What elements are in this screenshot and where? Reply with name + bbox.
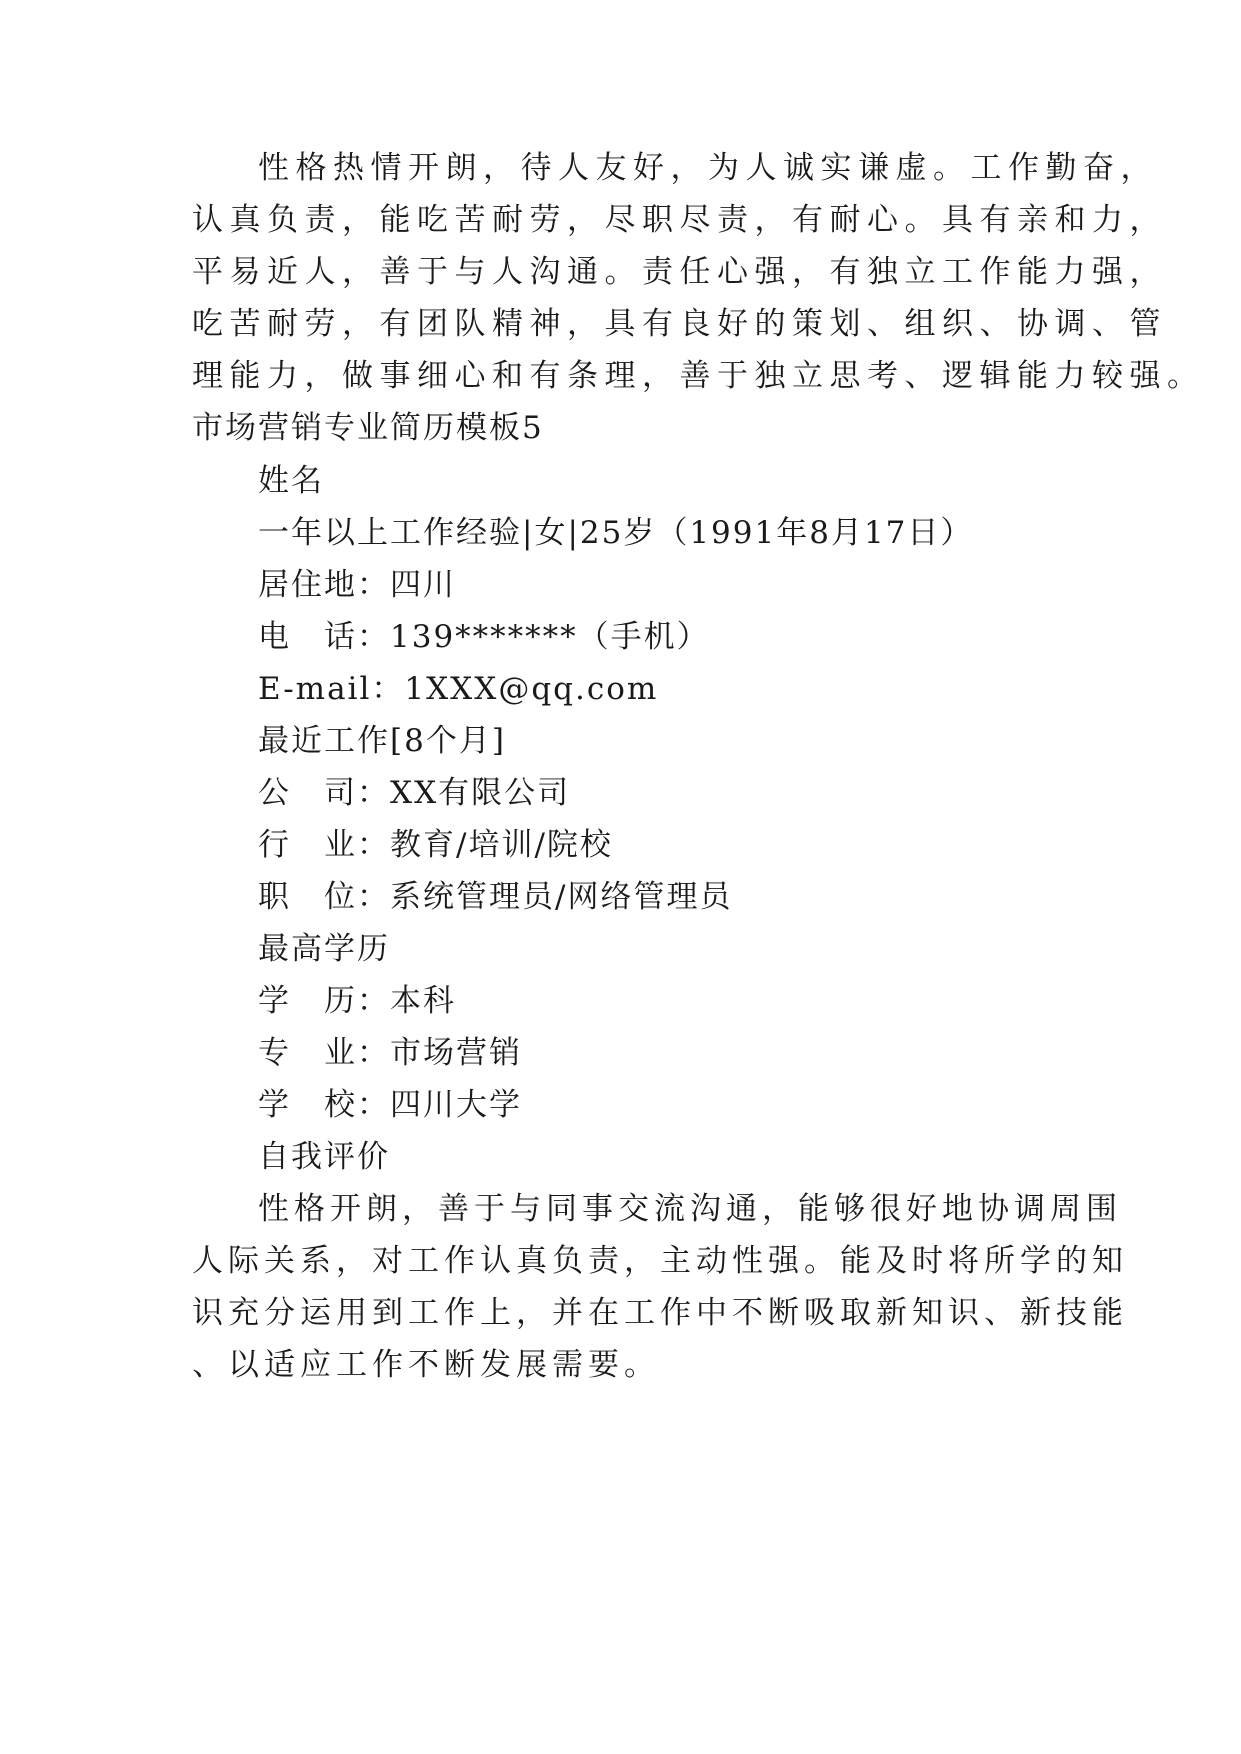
school: 学 校：四川大学 xyxy=(258,1087,522,1123)
self-evaluation-line-1: 性格开朗，善于与同事交流沟通，能够很好地协调周围 xyxy=(258,1191,1122,1227)
recent-job-heading: 最近工作[8个月] xyxy=(258,723,506,759)
position: 职 位：系统管理员/网络管理员 xyxy=(258,879,733,915)
intro-line-5: 理能力，做事细心和有条理，善于独立思考、逻辑能力较强。 xyxy=(192,358,1205,394)
intro-line-4: 吃苦耐劳，有团队精神，具有良好的策划、组织、协调、管 xyxy=(192,306,1167,342)
phone: 电 话：139*******（手机） xyxy=(258,619,710,655)
intro-line-1: 性格热情开朗，待人友好，为人诚实谦虚。工作勤奋， xyxy=(258,150,1158,186)
education-heading: 最高学历 xyxy=(258,931,390,967)
residence: 居住地：四川 xyxy=(258,567,456,603)
major: 专 业：市场营销 xyxy=(258,1035,522,1071)
self-evaluation-heading: 自我评价 xyxy=(258,1139,390,1175)
self-evaluation-line-4: 、以适应工作不断发展需要。 xyxy=(192,1347,660,1383)
intro-line-3: 平易近人，善于与人沟通。责任心强，有独立工作能力强， xyxy=(192,254,1167,290)
company: 公 司：XX有限公司 xyxy=(258,775,571,811)
self-evaluation-line-3: 识充分运用到工作上，并在工作中不断吸取新知识、新技能 xyxy=(192,1295,1128,1331)
industry: 行 业：教育/培训/院校 xyxy=(258,827,613,863)
email: E-mail：1XXX@qq.com xyxy=(258,671,659,707)
self-evaluation-line-2: 人际关系，对工作认真负责，主动性强。能及时将所学的知 xyxy=(192,1243,1128,1279)
intro-line-2: 认真负责，能吃苦耐劳，尽职尽责，有耐心。具有亲和力， xyxy=(192,202,1167,238)
degree: 学 历：本科 xyxy=(258,983,456,1019)
profile-summary: 一年以上工作经验|女|25岁（1991年8月17日） xyxy=(258,515,974,551)
section-title: 市场营销专业简历模板5 xyxy=(192,410,544,446)
name-label: 姓名 xyxy=(258,463,324,499)
